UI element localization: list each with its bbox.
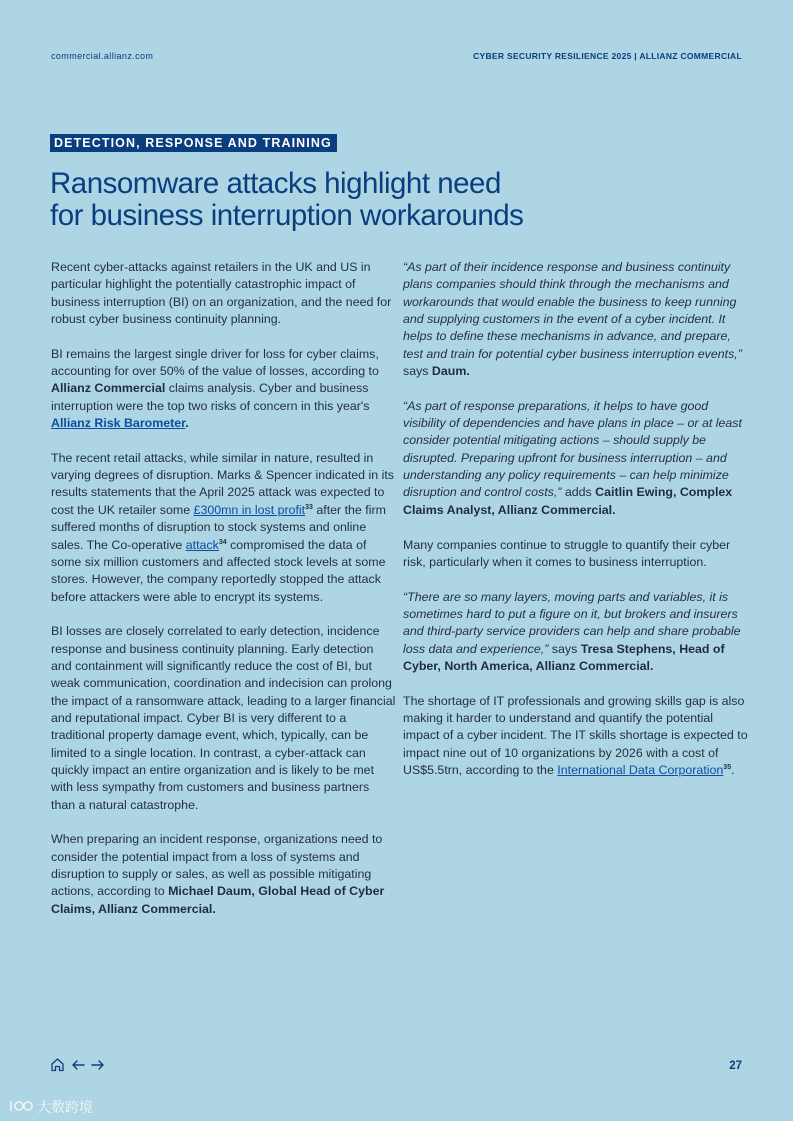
text: claims analysis. Cyber and business interruption were the top two risks of concern in this year's [51,381,370,413]
text: compromised the data of some six million customers and affected stock levels at some stores. However, the company reportedly stopped the attack before attackers were able to encrypt its systems. [51,537,386,604]
footnote-ref: 35 [723,763,732,771]
quote-text: “As part of response preparations, it helps to have good visibility of dependencies and have plans in place – or at least consider potential mitigating actions – should supply be disrupted. Preparing upfront for business interruption – and understanding any policy requirements – can help minimize disruption and control costs,” [403,398,742,500]
bold-text: Michael Daum, Global Head of Cyber Claims, Allianz Commercial. [51,884,385,916]
text: says [548,641,581,656]
quote-daum [403,259,748,380]
text: says [403,364,432,379]
paragraph-incident-response [51,831,396,918]
title-line-1: Ransomware attacks highlight need [50,167,501,200]
paragraph-bi-driver [51,346,396,433]
paragraph-skills-gap [403,693,748,780]
text: BI remains the largest single driver for loss for cyber claims, accounting for over 50% of the value of losses, according to [51,346,379,379]
footnote-ref: 34 [218,538,227,546]
title-line-2: for business interruption workarounds [50,199,524,232]
quote-text: “There are so many layers, moving parts and variables, it is sometimes hard to put a figure on it, but brokers and insurers and third-party service providers can help and share probable loss data and experience,” [403,589,741,656]
paragraph-retail-attacks [51,450,396,606]
watermark [8,1097,93,1117]
quote-text: “As part of their incidence response and business continuity plans companies should think through the mechanisms and workarounds that would enable the business to keep running and supplying customers in the event of a cyber incident. It helps to define these mechanisms in advance, and prepare, test and train for potential cyber business interruption events,” [403,260,742,361]
text: The recent retail attacks, while similar in nature, resulted in varying degrees of disruption. Marks & Spencer indicated in its results statements that the April 2025 attack was expected to cost the UK retailer some [51,450,394,517]
page-title [50,168,670,232]
paragraph-bi-losses: BI losses are closely correlated to early detection, incidence response and business continuity planning. Early detection and containment will significantly reduce the cost of BI, but weak communication, coordination and indecision can prolong the impact of a ransomware attack, leading to a larger financial and reputational impact. Cyber BI is very different to a traditional property damage event, which, typically, can be limited to a single location. In contrast, a cyber-attack can quickly impact an entire organization and is likely to be met with less sympathy from customers and business partners than a natural catastrophe. [51,624,396,812]
text: after the firm suffered months of disruption to stock systems and online sales. The Co-operative [51,502,386,552]
watermark-text: 大数跨境 [37,1099,93,1115]
left-column [51,259,396,918]
home-icon[interactable] [50,1057,65,1077]
quote-attribution: Tresa Stephens, Head of Cyber, North America, Allianz Commercial. [403,641,725,673]
text: adds [561,485,596,500]
site-url[interactable]: commercial.allianz.com [51,51,154,61]
idc-link[interactable]: International Data Corporation [557,762,724,777]
bold-text: Allianz Commercial [51,381,166,396]
paragraph-quantify-risk: Many companies continue to struggle to quantify their cyber risk, particularly when it comes to business interruption. [403,537,731,569]
publication-title: CYBER SECURITY RESILIENCE 2025 | ALLIANZ COMMERCIAL [473,51,742,61]
quote-attribution: Caitlin Ewing, Complex Claims Analyst, Allianz Commercial. [403,485,733,517]
footnote-ref: 33 [305,503,313,511]
arrow-right-icon[interactable] [91,1058,105,1076]
watermark-logo-icon [8,1099,34,1116]
lost-profit-link[interactable]: £300mn in lost profit [193,502,306,517]
text: The shortage of IT professionals and growing skills gap is also making it harder to understand and quantify the potential impact of a cyber incident. The IT skills shortage is expected to impact nine out of 10 organizations by 2026 with a cost of US$5.5trn, according to the [403,693,748,777]
section-tag: DETECTION, RESPONSE AND TRAINING [50,134,337,152]
paragraph-intro: Recent cyber-attacks against retailers in the UK and US in particular highlight the potentially catastrophic impact of business interruption (BI) on an organization, and the need for robust cyber business continuity planning. [51,260,392,327]
footer-navigation [50,1057,105,1077]
text: When preparing an incident response, organizations need to consider the potential impact from a loss of systems and disruption to supply or sales, as well as possible mitigating actions, according to [51,832,383,899]
quote-stephens [403,589,748,676]
risk-barometer-link[interactable]: Allianz Risk Barometer [51,416,186,431]
arrow-left-icon[interactable] [71,1058,85,1076]
attack-link[interactable]: attack [185,537,219,552]
quote-attribution: Daum. [431,364,470,379]
text: . [185,416,189,431]
page-number: 27 [729,1060,742,1072]
quote-ewing [403,398,748,519]
text: . [731,762,735,777]
right-column [403,259,748,779]
